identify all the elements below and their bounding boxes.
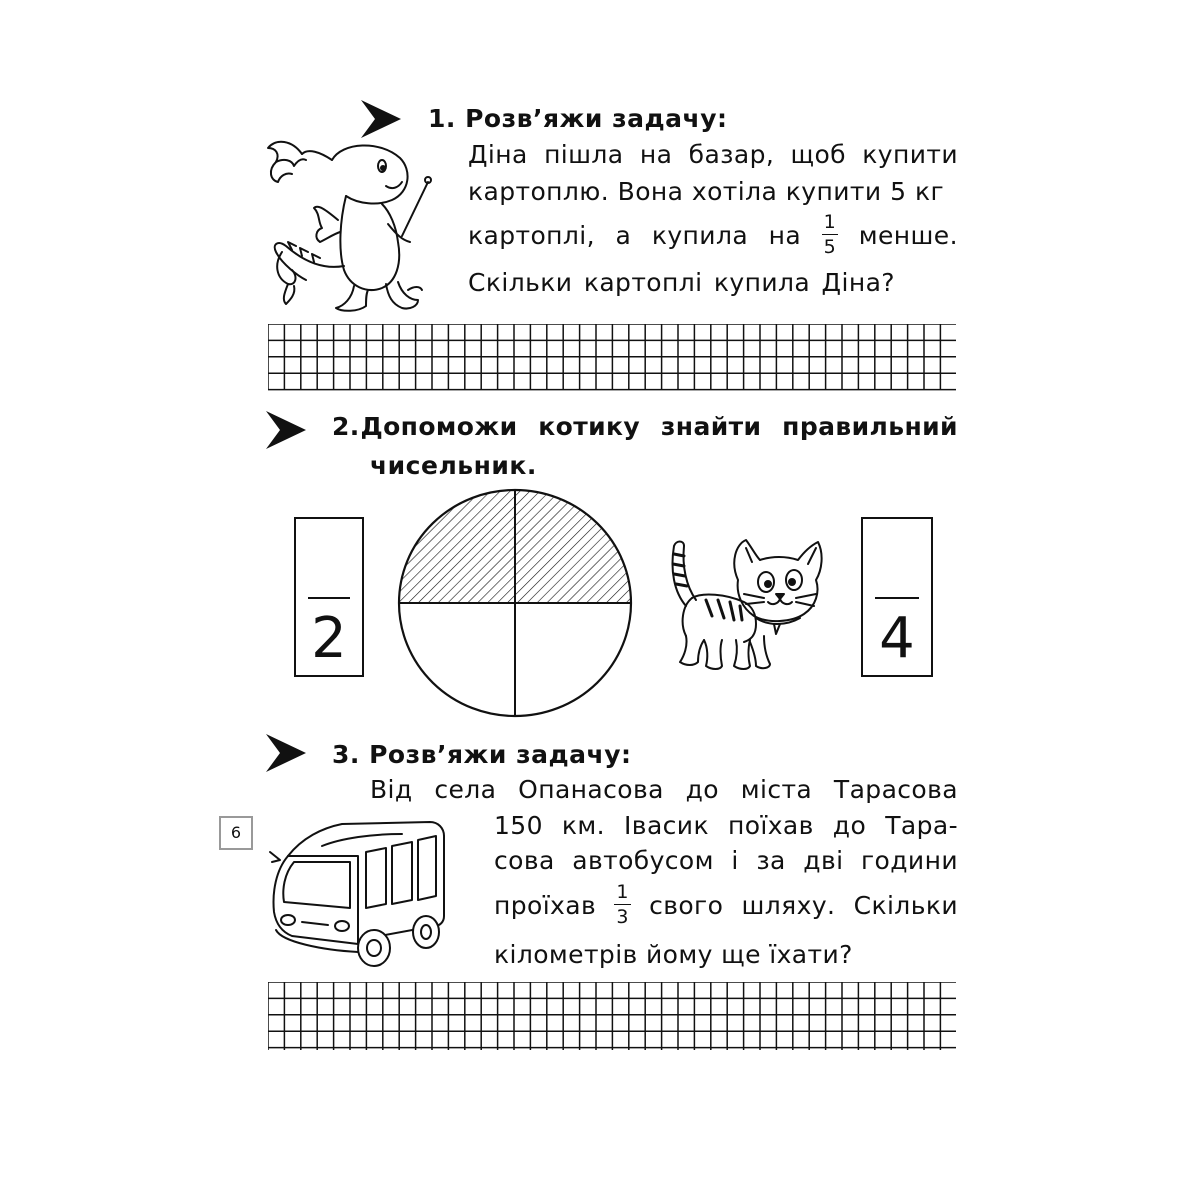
word: купити xyxy=(862,140,958,169)
word: міста xyxy=(740,775,813,804)
word: на xyxy=(768,220,802,250)
task1-title: 1. Розв’яжи задачу: xyxy=(428,104,728,133)
task1-text-line-3 xyxy=(468,207,958,263)
task3-title: 3. Розв’яжи задачу: xyxy=(332,740,632,769)
task1-fraction xyxy=(822,213,839,257)
fraction-box-left[interactable] xyxy=(294,517,364,677)
task2-title-line-1 xyxy=(332,412,958,441)
task3-text-line-2 xyxy=(494,811,958,840)
task3-text-line-3 xyxy=(494,846,958,875)
word: купила xyxy=(713,268,811,297)
word: менше. xyxy=(858,220,958,250)
word: Діна? xyxy=(821,268,895,297)
word: Діна xyxy=(468,140,528,169)
fraction-numerator: 1 xyxy=(823,211,837,233)
word: Від xyxy=(370,775,413,804)
word: Тарасова xyxy=(833,775,958,804)
task3-text-line-1 xyxy=(370,775,958,804)
task3-text-line-4 xyxy=(494,876,958,934)
word: Вона xyxy=(617,177,684,206)
word: сова xyxy=(494,846,555,875)
task-arrow-icon xyxy=(266,411,306,449)
word: Тара- xyxy=(885,811,958,840)
word: за xyxy=(756,846,786,875)
word: Скільки xyxy=(853,890,958,920)
word: Скільки xyxy=(468,268,573,297)
word: котику xyxy=(538,412,641,441)
page-number: 6 xyxy=(219,816,253,850)
dragon-illustration-icon xyxy=(262,130,434,320)
word: години xyxy=(861,846,958,875)
word: до xyxy=(685,775,719,804)
word: до xyxy=(832,811,867,840)
fraction-denominator: 2 xyxy=(311,606,347,671)
word: автобусом xyxy=(572,846,714,875)
word: пішла xyxy=(544,140,624,169)
word: купити xyxy=(785,177,882,206)
word: дві xyxy=(803,846,844,875)
word: хотіла xyxy=(691,177,778,206)
bus-illustration-icon xyxy=(262,812,448,970)
task1-text-line-2 xyxy=(468,177,944,206)
answer-grid-1[interactable] xyxy=(268,324,958,392)
word: проїхав xyxy=(494,890,597,920)
answer-grid-2[interactable] xyxy=(268,982,958,1052)
word: картоплі, xyxy=(468,220,595,250)
word: 5 xyxy=(890,177,907,206)
word: кг xyxy=(914,177,944,206)
cat-illustration-icon xyxy=(656,536,828,676)
word: картоплю. xyxy=(468,177,610,206)
fraction-box-right[interactable] xyxy=(861,517,933,677)
fraction-denominator: 3 xyxy=(616,906,629,928)
word: правильний xyxy=(782,412,958,441)
word: купила xyxy=(651,220,749,250)
fraction-numerator: 1 xyxy=(616,881,629,903)
word: Допоможи xyxy=(360,412,518,441)
fraction-denominator: 5 xyxy=(823,236,837,258)
word: щоб xyxy=(790,140,846,169)
task3-text-line-5: кілометрів йому ще їхати? xyxy=(494,940,853,969)
word: знайти xyxy=(660,412,762,441)
word: поїхав xyxy=(727,811,814,840)
fraction-denominator: 4 xyxy=(879,606,915,671)
task1-text-line-1 xyxy=(468,140,958,169)
word: шляху. xyxy=(741,890,836,920)
word: свого xyxy=(649,890,724,920)
word: на xyxy=(639,140,673,169)
task1-text-line-4 xyxy=(468,268,895,297)
task-arrow-icon xyxy=(266,734,306,772)
word: 2. xyxy=(332,412,360,441)
task3-fraction xyxy=(614,883,631,927)
fraction-bar xyxy=(308,597,350,599)
word: а xyxy=(615,220,632,250)
word: 150 xyxy=(494,811,543,840)
word: Опанасова xyxy=(518,775,664,804)
word: км. xyxy=(561,811,606,840)
fraction-bar xyxy=(875,597,919,599)
task2-title-line-2: чисельник. xyxy=(370,451,537,480)
word: картоплі xyxy=(583,268,703,297)
word: і xyxy=(731,846,739,875)
word: Івасик xyxy=(624,811,709,840)
word: села xyxy=(434,775,497,804)
fraction-circle xyxy=(395,487,635,721)
word: базар, xyxy=(688,140,775,169)
